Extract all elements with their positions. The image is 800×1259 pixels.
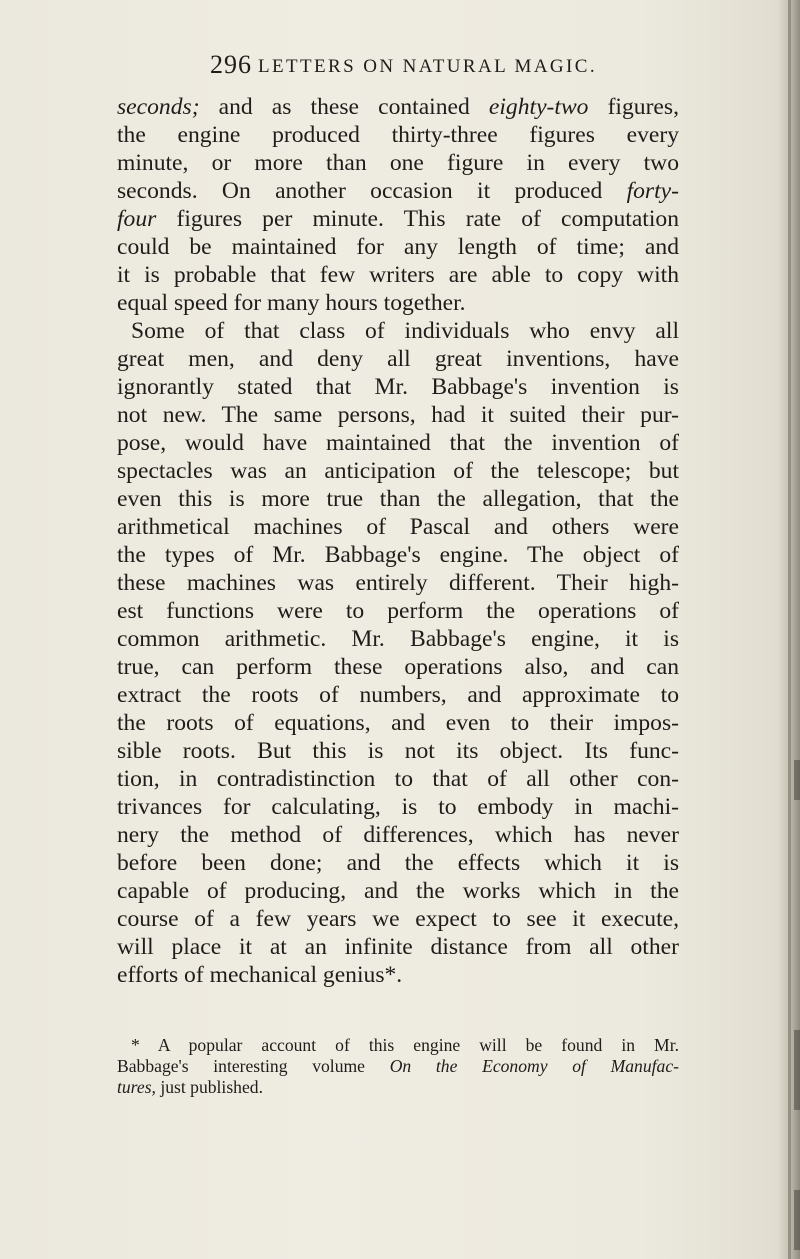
text-line: arithmetical machines of Pascal and others were	[117, 514, 679, 540]
text-line: minute, or more than one figure in every two	[117, 150, 679, 176]
edge-mark	[794, 1030, 800, 1110]
page-number: 296	[210, 50, 252, 79]
text-line: before been done; and the effects which it is	[117, 850, 679, 876]
footnote-line: tures, just published.	[117, 1077, 263, 1097]
edge-mark	[794, 760, 800, 800]
text-line: capable of producing, and the works which in the	[117, 878, 679, 904]
text-line: it is probable that few writers are able to copy with	[117, 262, 679, 288]
text-line: sible roots. But this is not its object. Its func-	[117, 738, 679, 764]
italic-word: four	[117, 206, 157, 232]
running-head: LETTERS ON NATURAL MAGIC.	[258, 56, 598, 77]
text-line: the types of Mr. Babbage's engine. The object of	[117, 542, 679, 568]
text-line: nery the method of differences, which has never	[117, 822, 679, 848]
page-header	[210, 50, 680, 82]
italic-word: forty-	[626, 178, 679, 204]
text-line: course of a few years we expect to see it execute,	[117, 906, 679, 932]
italic-title: On the Economy of Manufac-	[389, 1056, 679, 1076]
text-line: true, can perform these operations also, and can	[117, 654, 679, 680]
footnote-line: * A popular account of this engine will be found in Mr.	[131, 1035, 679, 1055]
text-line: the roots of equations, and even to their impos-	[117, 710, 679, 736]
text-line: trivances for calculating, is to embody in machi-	[117, 794, 679, 820]
footnote	[117, 1035, 679, 1098]
paragraph-start: Some of that class of individuals who envy all	[131, 318, 679, 344]
text-line: common arithmetic. Mr. Babbage's engine, it is	[117, 626, 679, 652]
footnote-line: Babbage's interesting volume On the Economy of Manufac-	[117, 1056, 679, 1076]
text-line: will place it at an infinite distance from all other	[117, 934, 679, 960]
text-line: est functions were to perform the operations of	[117, 598, 679, 624]
text-line: ignorantly stated that Mr. Babbage's invention is	[117, 374, 679, 400]
text-line: pose, would have maintained that the invention of	[117, 430, 679, 456]
italic-word: seconds;	[117, 94, 200, 120]
text-line: four figures per minute. This rate of computation	[117, 206, 679, 232]
text-line: equal speed for many hours together.	[117, 290, 466, 316]
text-line: tion, in contradistinction to that of all other con-	[117, 766, 679, 792]
italic-title: tures,	[117, 1077, 156, 1097]
text-line: seconds; and as these contained eighty-two figures,	[117, 94, 679, 120]
page-edge-shadow	[780, 0, 800, 1259]
italic-word: eighty-two	[488, 94, 589, 120]
body-text	[117, 93, 679, 989]
text-line: extract the roots of numbers, and approximate to	[117, 682, 679, 708]
text-line: great men, and deny all great inventions, have	[117, 346, 679, 372]
text-line: not new. The same persons, had it suited their pur-	[117, 402, 679, 428]
text-line: spectacles was an anticipation of the telescope; but	[117, 458, 679, 484]
text-line: could be maintained for any length of time; and	[117, 234, 679, 260]
edge-mark	[794, 1190, 800, 1250]
text-line: the engine produced thirty-three figures every	[117, 122, 679, 148]
text-line: seconds. On another occasion it produced forty-	[117, 178, 679, 204]
text-line: even this is more true than the allegation, that the	[117, 486, 679, 512]
text-line: efforts of mechanical genius*.	[117, 962, 403, 988]
text-line: these machines was entirely different. Their high-	[117, 570, 679, 596]
